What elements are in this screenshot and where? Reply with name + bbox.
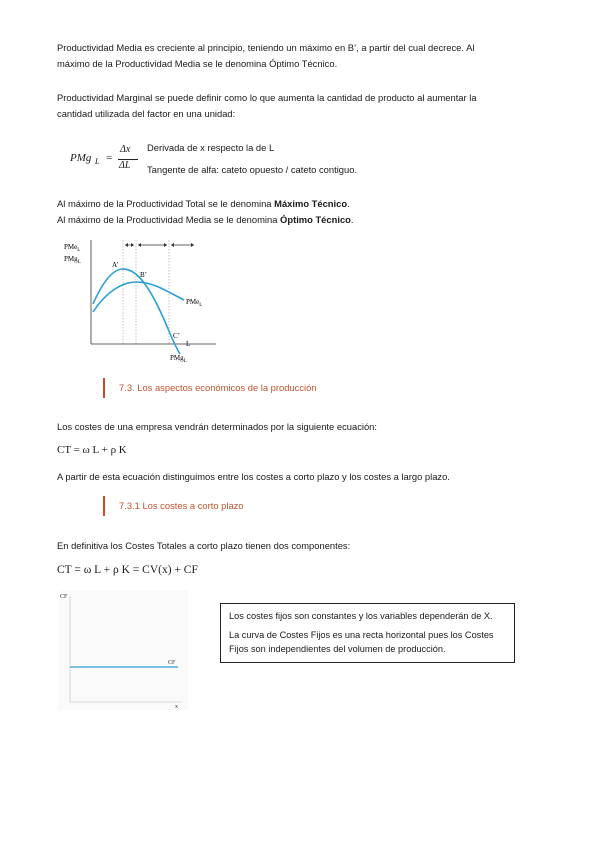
optimo-tecnico-line [57,212,354,228]
pmg-formula-eq: = [106,152,113,164]
pmg-desc-tangent: Tangente de alfa: cateto opuesto / cateto contiguo. [147,164,358,175]
optimo-tecnico-suffix: . [350,214,354,225]
point-a-label: A’ [112,261,119,269]
graph2-line-label: CF [168,660,176,666]
fixed-cost-graph [58,590,188,710]
y-label-pme: PMe$_L$ [64,243,81,253]
curve-pme-label: PMe$_L$ [186,298,203,308]
graph2-x-label: x [175,704,178,710]
max-tecnico-bold: Máximo Técnico [274,198,348,209]
section-heading-7-3[interactable]: 7.3. Los aspectos económicos de la producción [103,378,317,398]
pmg-formula-lhs: PMg [70,152,92,164]
productivity-graph [56,234,203,364]
optimo-tecnico-prefix: Al máximo de la Productividad Media se le denomina [57,214,281,225]
short-term-intro: En definitiva los Costes Totales a corto plazo tienen dos componentes: [57,540,351,551]
point-b-label: B’ [140,271,147,279]
fixed-cost-textbox [220,603,515,663]
textbox-line2: La curva de Costes Fijos es una recta horizontal pues los Costes Fijos son independientes del volumen de producción. [229,630,494,654]
y-label-pmg: PMg$_L$ [64,255,81,265]
max-tecnico-line [57,196,350,212]
pmg-desc-derivative: Derivada de x respecto la de L [147,142,275,153]
paragraph-pmg-line2: cantidad utilizada del factor en una unidad: [57,108,236,119]
x-label-l: L [186,340,191,348]
point-c-label: C’ [173,332,180,340]
equation-ct: CT = ω L + ρ K [57,444,127,456]
pmg-formula-den: ΔL [119,160,131,171]
costs-split: A partir de esta ecuación distinguimos entre los costes a corto plazo y los costes a largo plazo. [57,471,450,482]
section-heading-7-3-1[interactable]: 7.3.1 Los costes a corto plazo [103,496,244,516]
textbox-line1: Los costes fijos son constantes y los variables dependerán de X. [229,611,493,621]
pmg-formula-num: Δx [120,144,131,155]
pmg-formula-sub: L [95,157,100,166]
paragraph-pmg-line1: Productividad Marginal se puede definir como lo que aumenta la cantidad de producto al aumentar la [57,92,477,103]
optimo-tecnico-bold: Óptimo Técnico [280,214,351,225]
costs-intro: Los costes de una empresa vendrán determinados por la siguiente ecuación: [57,421,377,432]
max-tecnico-suffix: . [347,198,350,209]
graph2-y-label: CF [60,594,68,600]
max-tecnico-prefix: Al máximo de la Productividad Total se le denomina [57,198,275,209]
curve-pmg-label: PMg$_L$ [170,354,187,364]
equation-ct-short: CT = ω L + ρ K = CV(x) + CF [57,564,198,576]
paragraph-pme-line2: máximo de la Productividad Media se le denomina Óptimo Técnico. [57,58,338,69]
paragraph-pme-line1: Productividad Media es creciente al principio, teniendo un máximo en B’, a partir del cual decrece. Al [57,42,475,53]
